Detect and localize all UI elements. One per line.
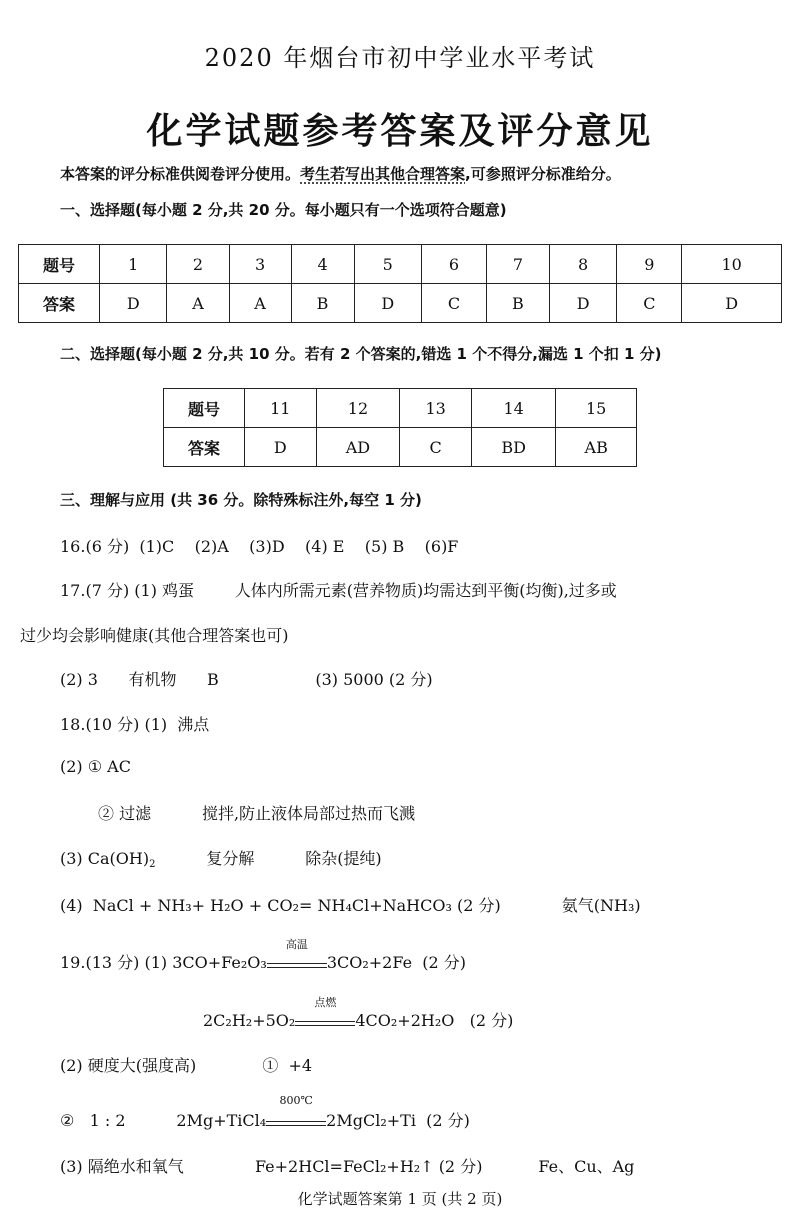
q18-line3: ② 过滤 搅拌,防止液体局部过热而飞溅 [98,804,416,823]
answer-cell: A [229,284,291,323]
q19-line5: (3) 隔绝水和氧气 Fe+2HCl=FeCl₂+H₂↑ (2 分) Fe、Cu、Ag [60,1157,635,1176]
question-number: 3 [229,245,291,284]
row-label: 答案 [164,428,245,467]
q16-answers: 16.(6 分) (1)C (2)A (3)D (4) E (5) B (6)F [60,537,459,556]
reaction-condition: 800℃ [279,1094,313,1107]
question-number: 7 [486,245,549,284]
answer-cell: AB [556,428,637,467]
q19-line2 [203,996,514,1031]
note-part3: ,可参照评分标准给分。 [465,165,621,183]
row-label: 题号 [164,389,245,428]
q18-line5: (4) NaCl + NH₃+ H₂O + CO₂= NH₄Cl+NaHCO₃ (2 分) 氨气(NH₃) [60,896,641,915]
table-row [19,245,782,284]
q19-line3: (2) 硬度大(强度高) ① +4 [60,1056,313,1075]
question-number: 1 [100,245,167,284]
section1-heading: 一、选择题(每小题 2 分,共 20 分。每小题只有一个选项符合题意) [60,201,507,219]
table-row [164,389,637,428]
q17-line2: 过少均会影响健康(其他合理答案也可) [20,626,289,645]
answer-cell: D [100,284,167,323]
q19-line4-post: 2MgCl₂+Ti (2 分) [326,1111,470,1130]
answer-cell: D [245,428,317,467]
q18-line4-sub: 2 [149,859,156,870]
question-number: 13 [400,389,472,428]
q18-line1: 18.(10 分) (1) 沸点 [60,715,210,734]
question-number: 2 [167,245,229,284]
section1-answer-table [18,244,782,323]
answer-cell: C [617,284,682,323]
reaction-arrow [295,996,355,1026]
document-title: 化学试题参考答案及评分意见 [146,111,654,152]
q18-line2: (2) ① AC [60,757,131,776]
answer-cell: AD [316,428,400,467]
question-number: 14 [471,389,555,428]
reaction-arrow [267,938,327,968]
answer-cell: BD [471,428,555,467]
q19-line4-pre: ② 1 : 2 2Mg+TiCl₄ [60,1111,267,1130]
question-number: 10 [682,245,782,284]
question-number: 6 [421,245,486,284]
q17-line3: (2) 3 有机物 B (3) 5000 (2 分) [60,670,433,689]
exam-title: 2020 年烟台市初中学业水平考试 [204,44,596,72]
reaction-arrow [266,1094,326,1126]
section3-heading: 三、理解与应用 (共 36 分。除特殊标注外,每空 1 分) [60,491,422,509]
q19-line2-pre: 2C₂H₂+5O₂ [203,1011,296,1030]
row-label: 题号 [19,245,100,284]
question-number: 12 [316,389,400,428]
note-part1: 本答案的评分标准供阅卷评分使用。 [60,165,301,183]
answer-cell: D [682,284,782,323]
answer-cell: C [400,428,472,467]
answer-cell: B [486,284,549,323]
q18-line4-pre: (3) Ca(OH) [60,849,150,868]
note-part2: 考生若写出其他合理答案 [300,165,466,183]
question-number: 8 [549,245,616,284]
row-label: 答案 [19,284,100,323]
grading-note [60,163,621,184]
answer-cell: D [549,284,616,323]
question-number: 11 [245,389,317,428]
question-number: 5 [354,245,421,284]
q19-line1 [60,938,466,973]
question-number: 15 [556,389,637,428]
question-number: 4 [291,245,354,284]
q18-line4 [60,846,382,870]
question-number: 9 [617,245,682,284]
q19-line1-post: 3CO₂+2Fe (2 分) [326,953,466,972]
q19-line1-pre: 19.(13 分) (1) 3CO+Fe₂O₃ [60,953,267,972]
q19-line2-post: 4CO₂+2H₂O (2 分) [355,1011,514,1030]
page-footer: 化学试题答案第 1 页 (共 2 页) [297,1190,503,1208]
answer-cell: D [354,284,421,323]
answer-cell: C [421,284,486,323]
reaction-condition: 高温 [285,938,308,951]
q17-line1: 17.(7 分) (1) 鸡蛋 人体内所需元素(营养物质)均需达到平衡(均衡),过多或 [60,581,617,600]
section2-answer-table [163,388,637,467]
q19-line4 [60,1094,470,1131]
q18-line4-post: 复分解 除杂(提纯) [155,849,382,868]
table-row [19,284,782,323]
answer-cell: B [291,284,354,323]
reaction-condition: 点燃 [314,996,337,1009]
section2-heading: 二、选择题(每小题 2 分,共 10 分。若有 2 个答案的,错选 1 个不得分,漏选 1 个扣 1 分) [60,345,662,363]
answer-cell: A [167,284,229,323]
table-row [164,428,637,467]
